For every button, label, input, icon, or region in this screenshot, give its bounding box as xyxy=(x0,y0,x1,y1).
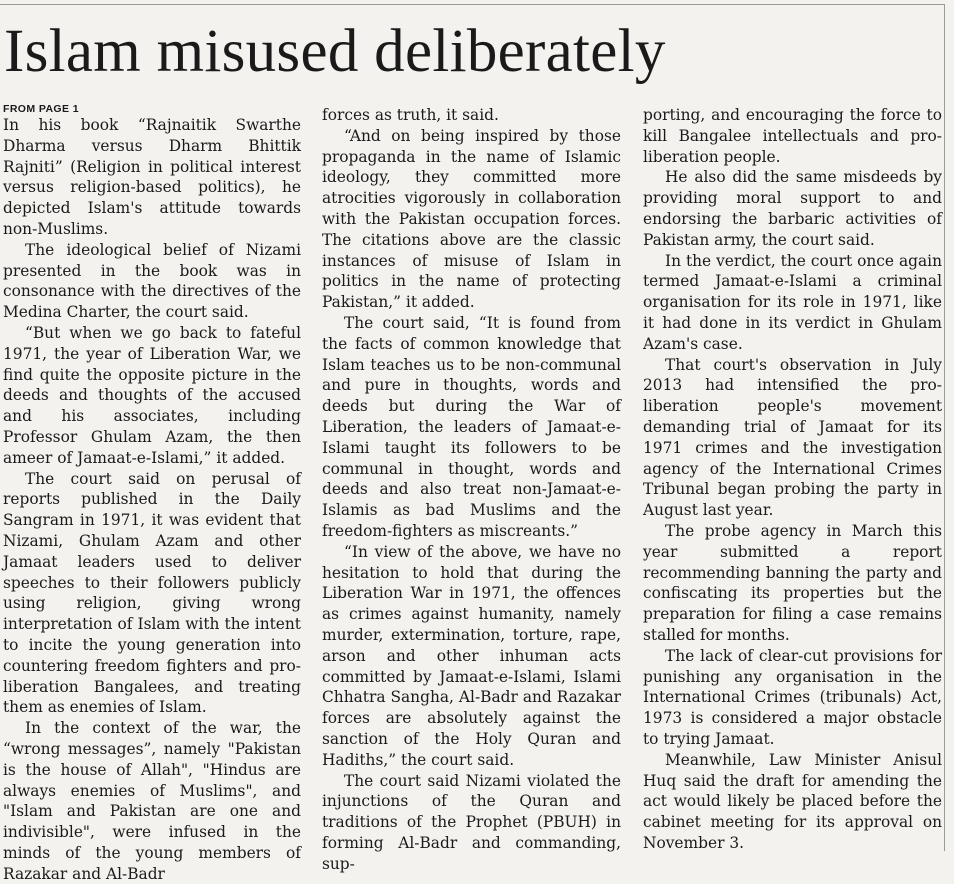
article-column-2 xyxy=(322,105,621,874)
paragraph: Meanwhile, Law Minister Anisul Huq said the draft for amending the act would likely be placed before the cabinet meeting for its approval on November 3. xyxy=(643,750,942,852)
paragraph: That court's observation in July 2013 had intensified the pro-liberation people's movement demanding trial of Jamaat for its 1971 crimes and the investigation agency of the International Crimes Tribunal began probing the party in August last year. xyxy=(643,355,942,520)
top-rule xyxy=(0,4,944,5)
paragraph: The probe agency in March this year submitted a report recommending banning the party and confiscating its properties but the preparation for filing a case remains stalled for months. xyxy=(643,521,942,644)
paragraph: porting, and encouraging the force to kill Bangalee intellectuals and pro-liberation people. xyxy=(643,106,942,166)
paragraph: In the context of the war, the “wrong messages”, namely "Pakistan is the house of Allah", "Hindus are always enemies of Muslims", and "Islam and Pakistan are one and indivisible", were infused in the minds of the young members of Razakar and Al-Badr xyxy=(3,719,301,883)
paragraph: The lack of clear-cut provisions for punishing any organisation in the International Crimes (tribunals) Act, 1973 is considered a major obstacle to trying Jamaat. xyxy=(643,646,942,748)
paragraph: The court said on perusal of reports published in the Daily Sangram in 1971, it was evident that Nizami, Ghulam Azam and other Jamaat leaders used to deliver speeches to their followers publicly using religion, giving wrong interpretation of Islam with the intent to incite the young generation into countering freedom fighters and pro-liberation Bangalees, and treating them as enemies of Islam. xyxy=(3,469,301,717)
paragraph: The court said, “It is found from the facts of common knowledge that Islam teaches us to be non-communal and pure in thoughts, words and deeds but during the War of Liberation, the leaders of Jamaat-e-Islami taught its followers to be communal in thought, words and deeds and also treat non-Jamaat-e-Islamis as bad Muslims and the freedom-fighters as miscreants.” xyxy=(322,313,621,540)
kicker: FROM PAGE 1 xyxy=(3,103,79,115)
headline: Islam misused deliberately xyxy=(4,18,666,85)
article-column-1 xyxy=(3,103,301,884)
paragraph: In his book “Rajnaitik Swarthe Dharma versus Dharm Bhittik Rajniti” (Religion in political interest versus religion-based politics), he depicted Islam's attitude towards non-Muslims. xyxy=(3,116,301,238)
paragraph: The ideological belief of Nizami presented in the book was in consonance with the directives of the Medina Charter, the court said. xyxy=(3,240,301,322)
paragraph: In the verdict, the court once again termed Jamaat-e-Islami a criminal organisation for its role in 1971, like it had done in its verdict in Ghulam Azam's case. xyxy=(643,251,942,353)
article-column-3 xyxy=(643,105,942,854)
column-rule xyxy=(944,4,945,851)
paragraph: “In view of the above, we have no hesitation to hold that during the Liberation War in 1971, the offences as crimes against humanity, namely murder, extermination, torture, rape, arson and other inhuman acts committed by Jamaat-e-Islami, Islami Chhatra Sangha, Al-Badr and Razakar forces are absolutely against the sanction of the Holy Quran and Hadiths,” the court said. xyxy=(322,542,621,769)
paragraph: “But when we go back to fateful 1971, the year of Liberation War, we find quite the opposite picture in the deeds and thoughts of the accused and his associates, including Professor Ghulam Azam, the then ameer of Jamaat-e-Islami,” it added. xyxy=(3,323,301,467)
paragraph: forces as truth, it said. xyxy=(322,106,499,124)
paragraph: He also did the same misdeeds by providing moral support to and endorsing the barbaric activities of Pakistan army, the court said. xyxy=(643,168,942,249)
paragraph: “And on being inspired by those propaganda in the name of Islamic ideology, they committed more atrocities vigorously in collaboration with the Pakistan occupation forces. The citations above are the classic instances of misuse of Islam in politics in the name of protecting Pakistan,” it added. xyxy=(322,126,621,312)
paragraph: The court said Nizami violated the injunctions of the Quran and traditions of the Prophet (PBUH) in forming Al-Badr and commanding, sup- xyxy=(322,771,621,873)
